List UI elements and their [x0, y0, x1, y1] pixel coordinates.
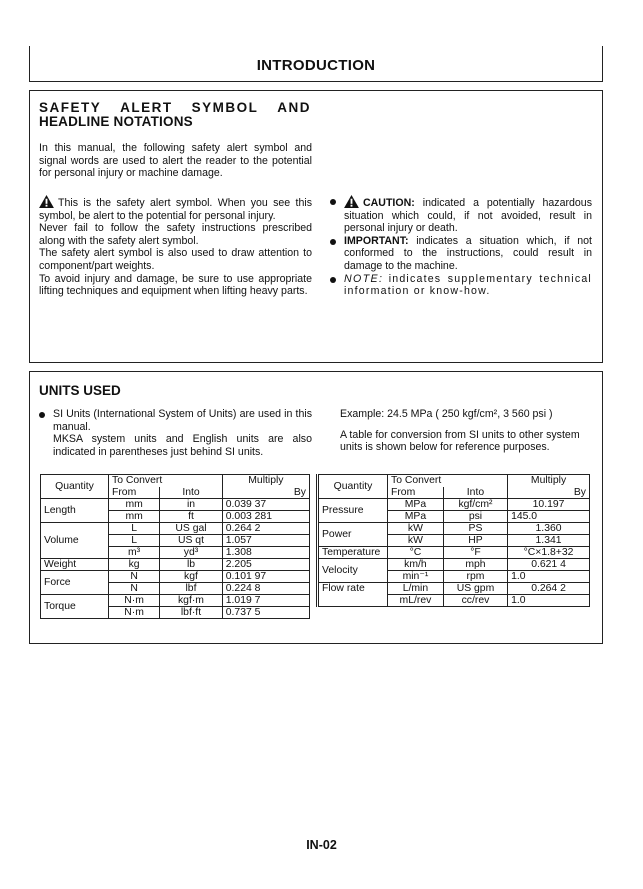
table-row: Temperature °C °F °C×1.8+32 — [318, 547, 590, 559]
table-row: Force N kgf 0.101 97 — [41, 571, 310, 583]
page-header — [29, 46, 603, 82]
table-row: m³ yd³ 1.308 — [41, 547, 310, 559]
table-row: Volume L US gal 0.264 2 — [41, 523, 310, 535]
units-section — [29, 371, 603, 644]
list-item: CAUTION: indicated a potentially hazardous situation which could, if not avoided, result in personal injury or death. — [330, 195, 592, 235]
table-row: Pressure MPa kgf/cm² 10.197 — [318, 499, 590, 511]
safety-symbol-text: This is the safety alert symbol. When you see this symbol, be alert to the potential for personal injury. Never fail to follow the safety instructions prescribed along with the safety alert symbol. The safety alert symbol is also used to draw attention to component/part weights. To avoid injury and damage, be sure to use appropriate lifting techniques and equipment when lifting heavy parts. — [39, 197, 312, 298]
table-row: kW HP 1.341 — [318, 535, 590, 547]
table-row: N lbf 0.224 8 — [41, 583, 310, 595]
table-row: Flow rate L/min US gpm 0.264 2 — [318, 583, 590, 595]
table-row: N·m lbf·ft 0.737 5 — [41, 607, 310, 619]
table-row: Velocity km/h mph 0.621 4 — [318, 559, 590, 571]
table-row: Torque N·m kgf·m 1.019 7 — [41, 595, 310, 607]
units-example: Example: 24.5 MPa ( 250 kgf/cm², 3 560 psi ) A table for conversion from SI units to other system units is shown below for reference purposes. — [340, 408, 580, 454]
conversion-table-right: Quantity To Convert Multiply From Into By Pressure MPa kgf/cm² 10.197 MPa psi 145.0 Power kW PS 1.360 kW HP 1.341 Temperature °C °F °C×1.8+32 Velocity km/h mph 0.621 4 min⁻¹ rpm 1.0 Flow rate L/min US gpm 0.264 2 mL/rev cc/rev 1.0 — [316, 474, 590, 607]
table-row: L US qt 1.057 — [41, 535, 310, 547]
list-item: SI Units (International System of Units) are used in this manual. MKSA system units and English units are also indicated in parentheses just behind SI units. — [39, 408, 312, 458]
table-row: MPa psi 145.0 — [318, 511, 590, 523]
page-number: IN-02 — [306, 838, 337, 852]
safety-section — [29, 90, 603, 363]
table-row: Weight kg lb 2.205 — [41, 559, 310, 571]
safety-heading: SAFETY ALERT SYMBOL AND HEADLINE NOTATIONS — [39, 100, 311, 129]
signal-word-list — [330, 195, 592, 298]
table-row: Length mm in 0.039 37 — [41, 499, 310, 511]
page-title: INTRODUCTION — [256, 57, 376, 74]
list-item: NOTE: indicates supplementary technical information or know-how. — [330, 273, 592, 298]
units-heading: UNITS USED — [39, 383, 121, 398]
list-item: IMPORTANT: indicates a situation which, if not conformed to the instructions, could result in damage to the machine. — [330, 235, 592, 273]
warning-triangle-icon — [39, 195, 54, 208]
table-row: Power kW PS 1.360 — [318, 523, 590, 535]
conversion-table-left: Quantity To Convert Multiply From Into By Length mm in 0.039 37 mm ft 0.003 281 Volume L US gal 0.264 2 L US qt 1.057 m³ yd³ 1.308 Weight kg lb 2.205 Force N kgf 0.101 97 N lbf 0.224 8 Torque N·m kgf·m 1.019 7 N·m lbf·ft 0.737 5 — [40, 474, 310, 619]
safety-intro: In this manual, the following safety alert symbol and signal words are used to alert the reader to the potential for personal injury or machine damage. — [39, 142, 312, 180]
table-row: mm ft 0.003 281 — [41, 511, 310, 523]
warning-triangle-icon — [344, 195, 359, 208]
table-row: mL/rev cc/rev 1.0 — [318, 595, 590, 607]
table-row: min⁻¹ rpm 1.0 — [318, 571, 590, 583]
units-description — [39, 408, 312, 458]
